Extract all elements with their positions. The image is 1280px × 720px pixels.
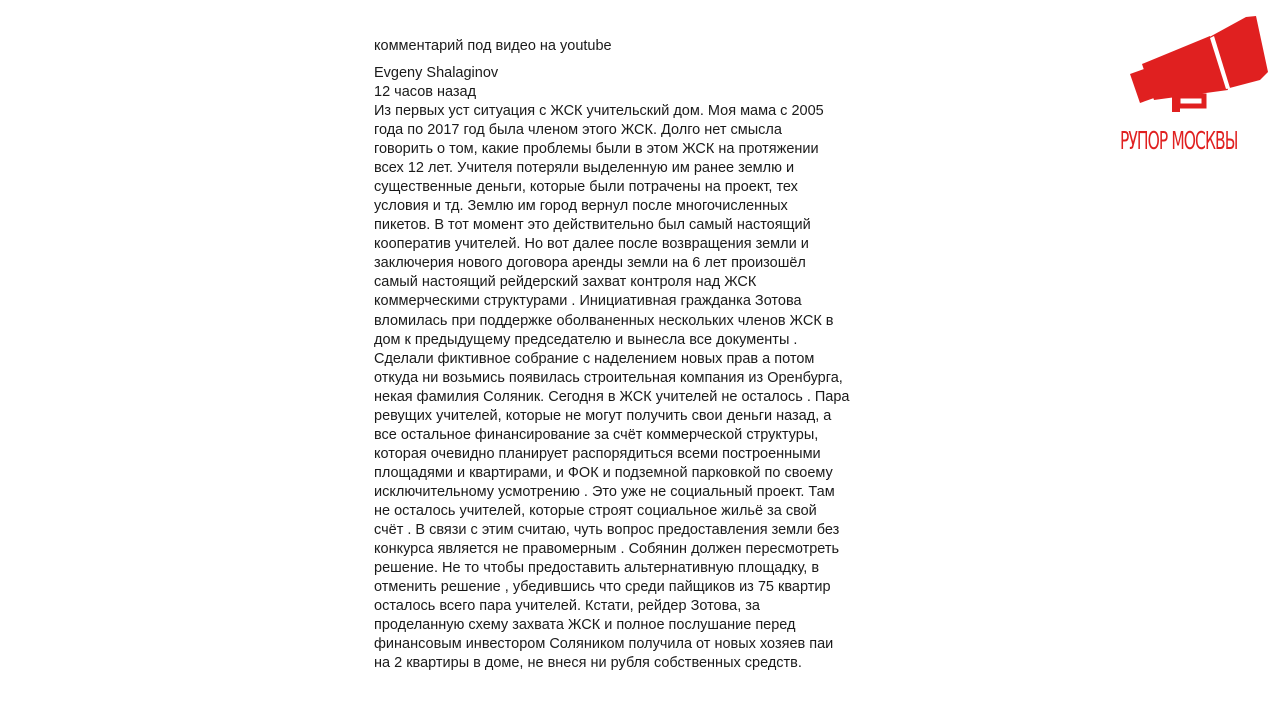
caption: комментарий под видео на youtube: [374, 38, 612, 54]
megaphone-icon: [1118, 14, 1272, 124]
comment-line: года по 2017 год была членом этого ЖСК. Долго нет смысла: [374, 122, 782, 139]
comment-line: не осталось учителей, которые строят социальное жильё за свой: [374, 502, 817, 519]
comment-line: существенные деньги, которые были потрачены на проект, тех: [374, 179, 798, 196]
comment-line: условия и тд. Землю им город вернул после многочисленных: [374, 198, 788, 215]
comment-line: некая фамилия Соляник. Сегодня в ЖСК учителей не осталось . Пара: [374, 388, 850, 405]
comment-line: вломилась при поддержке оболваненных нескольких членов ЖСК в: [374, 312, 834, 329]
comment-line: финансовым инвестором Соляником получила от новых хозяев паи: [374, 636, 834, 653]
comment-line: дом к предыдущему председателю и вынесла все документы .: [374, 331, 798, 348]
comment-body: [374, 102, 874, 673]
comment-line: говорить о том, какие проблемы были в этом ЖСК на протяжении: [374, 141, 819, 158]
comment-line: Из первых уст ситуация с ЖСК учительский дом. Моя мама с 2005: [374, 103, 824, 119]
comment-line: самый настоящий рейдерский захват контроля над ЖСК: [374, 274, 757, 291]
comment-line: конкурса является не правомерным . Собянин должен пересмотреть: [374, 541, 840, 558]
comment-line: отменить решение , убедившись что среди пайщиков из 75 квартир: [374, 579, 831, 596]
comment-timestamp: 12 часов назад: [374, 84, 477, 100]
comment-line: на 2 квартиры в доме, не внеся ни рубля собственных средств.: [374, 655, 802, 672]
comment-line: исключительному усмотрению . Это уже не социальный проект. Там: [374, 483, 835, 500]
comment-line: проделанную схему захвата ЖСК и полное послушание перед: [374, 617, 796, 634]
logo-text: РУПОР МОСКВЫ: [1120, 126, 1238, 155]
comment-line: решение. Не то чтобы предоставить альтернативную площадку, в: [374, 560, 820, 577]
comment-line: кооператив учителей. Но вот далее после возвращения земли и: [374, 236, 809, 253]
comment-line: заключерия нового договора аренды земли на 6 лет произошёл: [374, 255, 806, 272]
comment-line: осталось всего пара учителей. Кстати, рейдер Зотова, за: [374, 598, 760, 615]
comment-line: которая очевидно планирует распорядиться всеми построенными: [374, 445, 821, 462]
comment-line: ревущих учителей, которые не могут получить свои деньги назад, а: [374, 407, 832, 424]
comment-author: Evgeny Shalaginov: [374, 65, 499, 81]
comment-line: счёт . В связи с этим считаю, чуть вопрос предоставления земли без: [374, 522, 840, 539]
comment-line: откуда ни возьмись появилась строительная компания из Оренбурга,: [374, 369, 843, 386]
rupor-moskvy-logo: [1118, 14, 1272, 154]
comment-line: площадями и квартирами, и ФОК и подземной парковкой по своему: [374, 464, 833, 481]
comment-document: [374, 37, 874, 673]
comment-line: всех 12 лет. Учителя потеряли выделенную им ранее землю и: [374, 160, 795, 177]
comment-line: все остальное финансирование за счёт коммерческой структуры,: [374, 426, 819, 443]
comment-line: пикетов. В тот момент это действительно был самый настоящий: [374, 217, 811, 234]
comment-line: Сделали фиктивное собрание с наделением новых прав а потом: [374, 350, 815, 367]
comment-line: коммерческими структурами . Инициативная гражданка Зотова: [374, 293, 802, 310]
